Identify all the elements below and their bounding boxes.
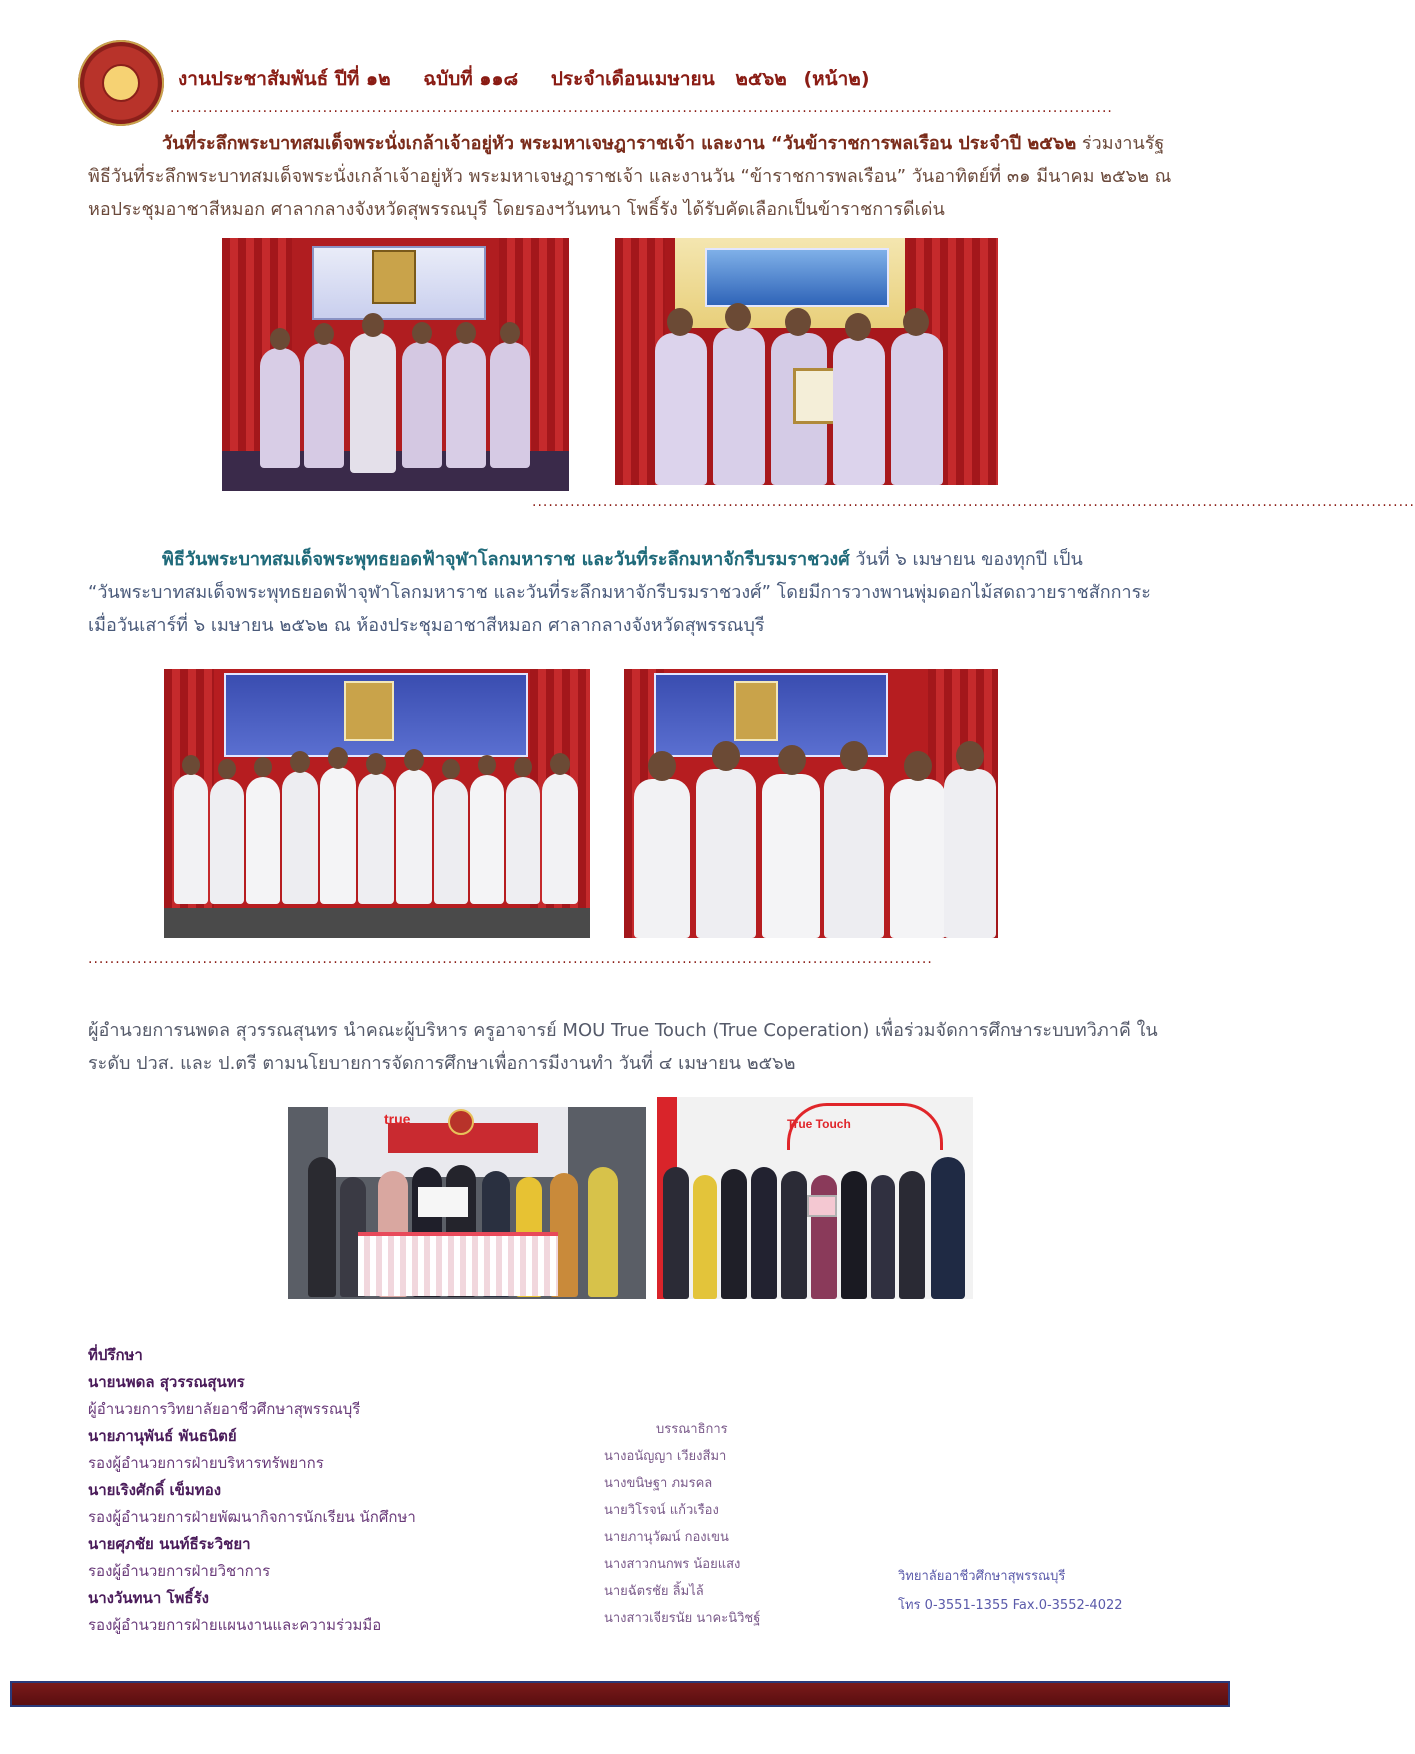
advisor-1 bbox=[88, 1369, 508, 1423]
advisor-role: รองผู้อำนวยการฝ่ายบริหารทรัพยากร bbox=[88, 1454, 324, 1472]
article-2-line2: “วันพระบาทสมเด็จพระพุทธยอดฟ้าจุฬาโลกมหาราช และวันที่ระลึกมหาจักรีบรมราชวงศ์” โดยมีการวางพานพุ่มดอกไม้สดถวายราชสักการะ bbox=[88, 582, 1151, 603]
editor-name: นางขนิษฐา ภมรคล bbox=[604, 1476, 713, 1491]
editor-name: นายภานุวัฒน์ กองเขน bbox=[604, 1530, 729, 1545]
contact-college: วิทยาลัยอาชีวศึกษาสุพรรณบุรี bbox=[898, 1569, 1066, 1584]
advisor-role: รองผู้อำนวยการฝ่ายวิชาการ bbox=[88, 1562, 271, 1580]
header-page: (หน้า๒) bbox=[803, 68, 870, 90]
advisor-role: ผู้อำนวยการวิทยาลัยอาชีวศึกษาสุพรรณบุรี bbox=[88, 1400, 361, 1418]
article-3-line1: ผู้อำนวยการนพดล สุวรรณสุนทร นำคณะผู้บริหาร ครูอาจารย์ MOU True Touch (True Coperation) เพื่อร่วมจัดการศึกษาระบบทวิภาคี ใน bbox=[88, 1020, 1158, 1041]
advisors-heading: ที่ปรึกษา bbox=[88, 1346, 143, 1364]
editor-name: นายฉัตรชัย ลิ้มไล้ bbox=[604, 1584, 704, 1599]
advisor-role: รองผู้อำนวยการฝ่ายพัฒนากิจการนักเรียน นักศึกษา bbox=[88, 1508, 416, 1526]
article-1-title: วันที่ระลึกพระบาทสมเด็จพระนั่งเกล้าเจ้าอยู่หัว พระมหาเจษฎาราชเจ้า และงาน “วันข้าราชการพลเรือน ประจำปี ๒๕๖๒ bbox=[162, 133, 1077, 154]
article-1-line3: หอประชุมอาชาสีหมอก ศาลากลางจังหวัดสุพรรณบุรี โดยรองฯวันทนา โพธิ์รัง ได้รับคัดเลือกเป็นข้าราชการดีเด่น bbox=[88, 199, 945, 220]
advisor-2 bbox=[88, 1423, 508, 1477]
true-logo: true bbox=[384, 1111, 411, 1127]
editors-heading: บรรณาธิการ bbox=[656, 1422, 728, 1437]
photo-ceremony-2 bbox=[615, 238, 998, 485]
article-1-line1: ร่วมงานรัฐ bbox=[1076, 133, 1165, 154]
article-3-line2: ระดับ ปวส. และ ป.ตรี ตามนโยบายการจัดการศึกษาเพื่อการมีงานทำ วันที่ ๔ เมษายน ๒๕๖๒ bbox=[88, 1053, 796, 1074]
divider-2: ........................................................................................................................................................... bbox=[88, 951, 933, 967]
editor-name: นางสาวเจียรนัย นาคะนิวิชฐ์ bbox=[604, 1611, 761, 1626]
advisor-4 bbox=[88, 1531, 508, 1585]
photo-chakri-1 bbox=[164, 669, 590, 938]
article-1 bbox=[88, 127, 1208, 226]
header-year: ๒๕๖๒ bbox=[735, 68, 787, 90]
footer-bar bbox=[10, 1681, 1230, 1707]
article-2-line3: เมื่อวันเสาร์ที่ ๖ เมษายน ๒๕๖๒ ณ ห้องประชุมอาชาสีหมอก ศาลากลางจังหวัดสุพรรณบุรี bbox=[88, 615, 765, 636]
article-2-line1: วันที่ ๖ เมษายน ของทุกปี เป็น bbox=[849, 549, 1083, 570]
header-divider: ............................................................................................................................................................................. bbox=[170, 100, 1113, 116]
divider-1: .................................................................................................................................................................. bbox=[532, 494, 1415, 510]
editor-name: นายวิโรจน์ แก้วเรือง bbox=[604, 1503, 719, 1518]
header-org: งานประชาสัมพันธ์ ปีที่ ๑๒ bbox=[178, 68, 391, 90]
advisor-5 bbox=[88, 1585, 508, 1639]
article-3 bbox=[88, 1014, 1208, 1080]
photo-mou-signing bbox=[288, 1107, 646, 1299]
advisor-name: นายนพดล สุวรรณสุนทร bbox=[88, 1373, 245, 1391]
college-seal-icon bbox=[78, 40, 164, 126]
contact-section bbox=[898, 1562, 1198, 1620]
advisor-name: นายภานุพันธ์ พันธนิตย์ bbox=[88, 1427, 237, 1445]
truetouch-logo: True Touch bbox=[787, 1117, 851, 1131]
photo-ceremony-1 bbox=[222, 238, 569, 491]
contact-phone: โทร 0-3551-1355 Fax.0-3552-4022 bbox=[898, 1598, 1123, 1613]
newsletter-header bbox=[178, 64, 896, 94]
editor-name: นางสาวกนกพร น้อยแสง bbox=[604, 1557, 741, 1572]
advisor-role: รองผู้อำนวยการฝ่ายแผนงานและความร่วมมือ bbox=[88, 1616, 382, 1634]
editors-section bbox=[604, 1416, 824, 1632]
advisor-name: นางวันทนา โพธิ์รัง bbox=[88, 1589, 209, 1607]
advisor-name: นายเริงศักดิ์ เข็มทอง bbox=[88, 1481, 222, 1499]
advisor-3 bbox=[88, 1477, 508, 1531]
article-1-line2: พิธีวันที่ระลึกพระบาทสมเด็จพระนั่งเกล้าเจ้าอยู่หัว พระมหาเจษฎาราชเจ้า และงานวัน “ข้าราชการพลเรือน” วันอาทิตย์ที่ ๓๑ มีนาคม ๒๕๖๒ ณ bbox=[88, 166, 1172, 187]
header-month: ประจำเดือนเมษายน bbox=[550, 68, 715, 90]
advisor-name: นายศุภชัย นนท์ธีระวิชยา bbox=[88, 1535, 251, 1553]
advisors-section bbox=[88, 1342, 508, 1639]
photo-chakri-2 bbox=[624, 669, 998, 938]
article-2-title: พิธีวันพระบาทสมเด็จพระพุทธยอดฟ้าจุฬาโลกมหาราช และวันที่ระลึกมหาจักรีบรมราชวงศ์ bbox=[162, 549, 850, 570]
editor-name: นางอนัญญา เวียงสีมา bbox=[604, 1449, 727, 1464]
article-2 bbox=[88, 543, 1208, 642]
header-issue: ฉบับที่ ๑๑๘ bbox=[423, 68, 519, 90]
photo-truetouch-group bbox=[657, 1097, 973, 1299]
